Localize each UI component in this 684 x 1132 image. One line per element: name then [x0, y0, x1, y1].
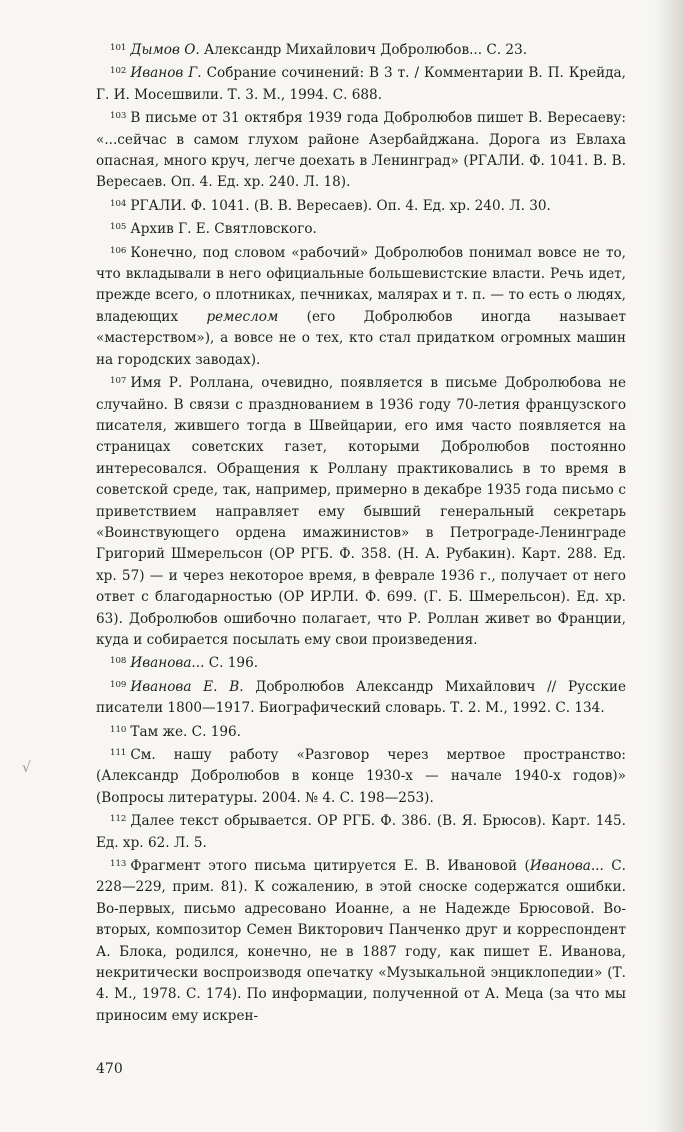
footnote-italic-text: Иванова...: [529, 858, 604, 875]
footnote: [96, 371, 626, 651]
footnote-number: 109: [110, 679, 127, 690]
footnote: [96, 61, 626, 106]
footnote-text: С. 228—229, прим. 81). К сожалению, в этой сноске содержатся ошибки. Во-первых, письмо адресовано Иоанне, а не Надежде Брюсовой. Во-вторых, композитор Семен Викторович Панченко друг и корреспондент А. Блока, родился, конечно, не в 1887 году, как пишет Е. Иванова, некритически воспроизводя опечатку «Музыкальной энциклопедии» (Т. 4. М., 1978. С. 174). По информации, полученной от А. Меца (за что мы приносим ему искрен-: [96, 858, 626, 1024]
margin-check-mark: √: [22, 760, 31, 776]
page-edge-shadow: [654, 0, 684, 1132]
footnote-text: Там же. С. 196.: [130, 723, 241, 740]
footnote-text: Конечно, под словом «рабочий» Добролюбов понимал вовсе не то, что вкладывали в него официальные большевистские власти. Речь идет, прежде всего, о плотниках, печниках, малярах и т. п. — то есть о людях, владеющих: [96, 244, 626, 325]
footnote-number: 106: [110, 245, 127, 256]
footnote: [96, 38, 626, 61]
footnote-text: Александр Михайлович Добролюбов... С. 23.: [199, 42, 528, 58]
footnote-text: (его Добролюбов иногда называет «мастерством»), а вовсе не о тех, кто стал придатком огромных машин на городских заводах).: [96, 308, 626, 368]
footnote: [96, 743, 626, 809]
footnote-text: Фрагмент этого письма цитируется Е. В. Ивановой (: [130, 858, 530, 875]
footnotes-block: [96, 38, 626, 1027]
footnote: [96, 854, 626, 1027]
footnote-number: 107: [110, 376, 127, 387]
footnote-number: 101: [110, 43, 127, 53]
footnote: [96, 217, 626, 240]
footnote-text: Добролюбов Александр Михайлович // Русские писатели 1800—1917. Биографический словарь. Т. 2. М., 1992. С. 134.: [96, 678, 626, 717]
footnote-number: 105: [110, 222, 127, 233]
footnote: [96, 720, 626, 743]
footnote-italic-text: Иванова Е. В.: [130, 678, 244, 695]
footnote: [96, 675, 626, 720]
footnote-text: Архив Г. Е. Святловского.: [130, 221, 317, 238]
footnote-italic-text: Иванова...: [130, 655, 205, 672]
footnote-text: РГАЛИ. Ф. 1041. (В. В. Вересаев). Оп. 4. Ед. хр. 240. Л. 30.: [130, 197, 551, 214]
footnote-italic-text: Иванов Г.: [130, 65, 202, 82]
footnote-number: 113: [110, 859, 127, 870]
footnote: [96, 194, 626, 217]
footnote-italic-text: ремеслом: [206, 308, 279, 325]
footnote-text: Имя Р. Роллана, очевидно, появляется в письме Добролюбова не случайно. В связи с празднованием в 1936 году 70-летия французского писателя, жившего тогда в Швейцарии, его имя часто появляется на страницах советских газет, которыми Добролюбов постоянно интересовался. Обращения к Роллану практиковались в то время в советской среде, так, например, примерно в декабре 1935 года письмо с приветствием направляет ему бывший генеральный секретарь «Воинствующего ордена имажинистов» в Петрограде-Ленинграде Григорий Шмерельсон (ОР РГБ. Ф. 358. (Н. А. Рубакин). Карт. 288. Ед. хр. 57) — и через некоторое время, в феврале 1936 г., получает от него ответ с благодарностью (ОР ИРЛИ. Ф. 699. (Г. Б. Шмерельсон). Ед. хр. 63). Добролюбов ошибочно полагает, что Р. Роллан живет во Франции, куда и собирается посылать ему свои произведения.: [96, 375, 626, 648]
footnote-number: 111: [110, 748, 127, 758]
footnote-number: 102: [110, 66, 127, 77]
footnote: [96, 106, 626, 194]
footnote-number: 112: [110, 814, 127, 825]
footnote: [96, 241, 626, 371]
page-number: 470: [96, 1061, 123, 1077]
footnote-text: Далее текст обрывается. ОР РГБ. Ф. 386. (В. Я. Брюсов). Карт. 145. Ед. хр. 62. Л. 5.: [96, 813, 626, 851]
footnote-text: Собрание сочинений: В 3 т. / Комментарии В. П. Крейда, Г. И. Мосешвили. Т. 3. М., 1994. С. 688.: [96, 65, 626, 103]
footnote-text: С. 196.: [204, 655, 259, 672]
footnote-italic-text: Дымов О.: [130, 42, 200, 58]
footnote-number: 108: [110, 656, 127, 667]
footnote-text: В письме от 31 октября 1939 года Добролюбов пишет В. Вересаеву: «...сейчас в самом глухом районе Азербайджана. Дорога из Евлаха опасная, много круч, легче доехать в Ленинград» (РГАЛИ. Ф. 1041. В. В. Вересаев. Оп. 4. Ед. хр. 240. Л. 18).: [96, 110, 626, 191]
footnote-number: 103: [110, 111, 127, 122]
footnote-number: 110: [110, 724, 127, 735]
footnote: [96, 809, 626, 854]
footnote-number: 104: [110, 198, 127, 209]
footnote: [96, 651, 626, 674]
footnote-text: См. нашу работу «Разговор через мертвое пространство: (Александр Добролюбов в конце 1930-х — начале 1940-х годов)» (Вопросы литературы. 2004. № 4. С. 198—253).: [96, 747, 626, 806]
